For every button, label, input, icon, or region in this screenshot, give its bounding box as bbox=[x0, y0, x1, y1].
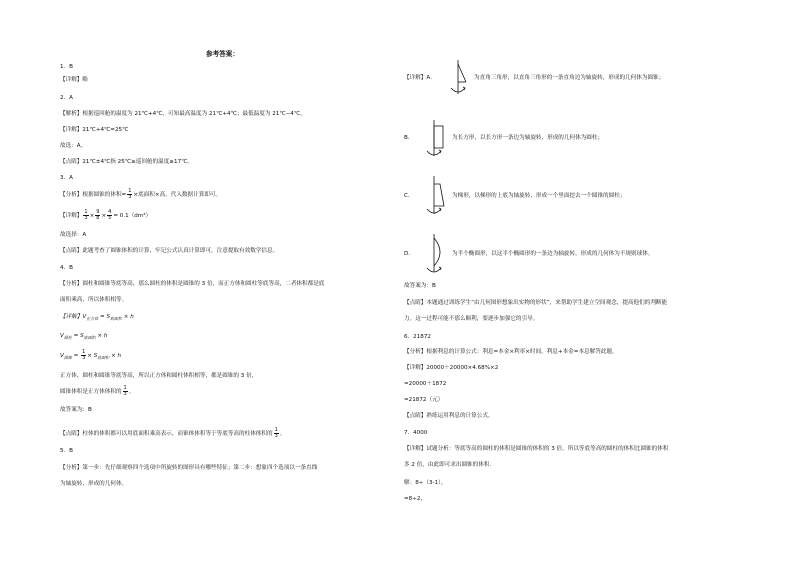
q7-xiangjie-line1: 【详解】试题分析：等底等高的圆柱的体积是圆锥的体积的 3 倍，所以等底等高的圆柱的体积比圆锥的体积 bbox=[404, 446, 669, 452]
q6-number: 6．21872 bbox=[404, 334, 431, 340]
q4-choose: 故答案为：B bbox=[60, 407, 92, 413]
q3-xiangjie: 【详解】 $\frac{1}{3}$ × $\frac{9}{8}$ × $\frac{4}{5}$ = 0.1（dm³） bbox=[60, 209, 152, 221]
q2-dianjing: 【点睛】21℃±4℃指 25℃≥巡回舱的温度≥17℃。 bbox=[60, 159, 194, 165]
q1-number: 1．B bbox=[60, 64, 73, 70]
q4-dianjing: 【点睛】柱体的体积都可以用底面积乘高表示，而锥体体积等于等底等高的柱体体积的 $\frac{1}{3}$ 。 bbox=[60, 427, 286, 439]
q5-fenxi-line1: 【分析】第一步：先仔细观察四个选项中所旋转的图形具有哪些特征；第二步：想象四个选项以一条直线 bbox=[60, 465, 318, 471]
q5-choose: 故答案为：B bbox=[404, 283, 436, 289]
q3-fraction-3: $\frac{4}{5}$ bbox=[108, 209, 112, 221]
q3-fenxi-fraction: $\frac{1}{3}$ bbox=[128, 188, 132, 200]
q4-formula-cylinder: $V_{圆柱} = S_{底面积} \times h$ bbox=[60, 333, 108, 341]
option-a-text: 为直角三角形，以直角三角形的一条直角边为轴旋转，形成的几何体为圆锥； bbox=[474, 75, 665, 81]
option-b-text: 为长方形，以长方形一条边为轴旋转，形成的几何体为圆柱； bbox=[452, 135, 604, 141]
q2-xiangjie: 【详解】21℃+4℃=25℃ bbox=[60, 127, 129, 133]
q7-step: =8÷2， bbox=[404, 496, 427, 502]
q4-line1: 正方体、圆柱和圆锥等底等高，所以正方体和圆柱体积相等，都是圆锥的 3 倍， bbox=[60, 373, 258, 379]
q4-formula-cone: $V_{圆锥}$ = $\frac{1}{3}$ × $S_{底面积} \times h$ bbox=[60, 349, 122, 361]
trapezoid-rotation-icon bbox=[424, 174, 450, 220]
q3-number: 3．A bbox=[60, 175, 73, 181]
q6-dianjing: 【点睛】熟练运用利息的计算公式。 bbox=[404, 413, 494, 419]
q5-fenxi-line2: 为轴旋转，形成的几何体。 bbox=[60, 481, 128, 487]
half-ellipse-rotation-icon bbox=[424, 232, 450, 278]
q4-fenxi-line1: 【分析】圆柱和圆锥等底等高，那么圆柱的体积是圆锥的 3 倍，而正方体和圆柱等底等高，二者体积都是底 bbox=[60, 281, 325, 287]
q5-dianjing-line1: 【点睛】本题通过训练学生“由几何图形想象出实物的形状”，来帮助学生建立空间观念，提高他们的判断能 bbox=[404, 300, 668, 306]
q1-detail: 【详解】略 bbox=[60, 77, 88, 83]
q6-fenxi: 【分析】根据利息的计算公式：利息=本金×利率×时间，利息+本金=本息解答此题。 bbox=[404, 349, 618, 355]
rectangle-rotation-icon bbox=[424, 118, 448, 162]
q5-dianjing-line2: 力。这一过程可能不那么顺利，要逐步加强它的引导。 bbox=[404, 316, 539, 322]
option-d-label: D． bbox=[404, 251, 414, 257]
q7-xiangjie-line2: 多 2 倍，由此即可求出圆锥的体积． bbox=[404, 462, 496, 468]
q2-choose: 故选：A。 bbox=[60, 143, 87, 149]
right-column bbox=[400, 0, 794, 562]
q2-jiexi: 【解析】根据巡回舱的温度为 21℃+4℃，可知最高温度为 21℃+4℃；最低温度为 21℃−4℃。 bbox=[60, 111, 306, 117]
page-title: 参考答案： bbox=[206, 50, 239, 58]
q3-fenxi-text-b: ×底面积×高，代入数据计算即可。 bbox=[133, 192, 222, 198]
q6-step1: =20000＋1872 bbox=[404, 381, 447, 387]
q4-formula-cube: 【详解】$V_{正方体} = S_{底面积} \times h$ bbox=[60, 314, 134, 322]
q7-jie: 解：8÷（3-1）， bbox=[404, 480, 447, 486]
q4-number: 4．B bbox=[60, 265, 73, 271]
option-c-label: C． bbox=[404, 193, 414, 199]
q7-number: 7．4000 bbox=[404, 430, 428, 436]
option-a-label: 【详解】A． bbox=[404, 75, 436, 81]
q3-fenxi bbox=[60, 189, 221, 200]
q5-number: 5．B bbox=[60, 448, 73, 454]
q3-fraction-2: $\frac{9}{8}$ bbox=[96, 209, 100, 221]
option-d-text: 为半个椭圆形，以这半个椭圆形的一条边为轴旋转，形成的几何体为不规则球体。 bbox=[452, 251, 654, 257]
q3-dianjing: 【点睛】此题考查了圆锥体积的计算，牢记公式认真计算即可，注意提取有效数学信息。 bbox=[60, 248, 279, 254]
q3-fenxi-text-a: 【分析】根据圆锥的体积= bbox=[60, 192, 127, 198]
q6-xiangjie: 【详解】20000＋20000×4.68%×2 bbox=[404, 365, 499, 371]
q3-fraction-1: $\frac{1}{3}$ bbox=[84, 209, 88, 221]
q3-choose: 故选择：A bbox=[60, 232, 87, 238]
q2-number: 2．A bbox=[60, 95, 73, 101]
q4-fenxi-line2: 面积乘高，所以体积相等。 bbox=[60, 297, 128, 303]
option-b-label: B． bbox=[404, 135, 414, 141]
option-c-text: 为梯形，以梯形的上底为轴旋转，形成一个里面挖去一个圆锥的圆柱； bbox=[452, 193, 626, 199]
triangle-rotation-icon bbox=[448, 58, 472, 102]
q4-line2: 圆锥体积是正方体体积的 $\frac{1}{3}$ 。 bbox=[60, 385, 135, 397]
q6-step2: =21872（元） bbox=[404, 397, 444, 403]
